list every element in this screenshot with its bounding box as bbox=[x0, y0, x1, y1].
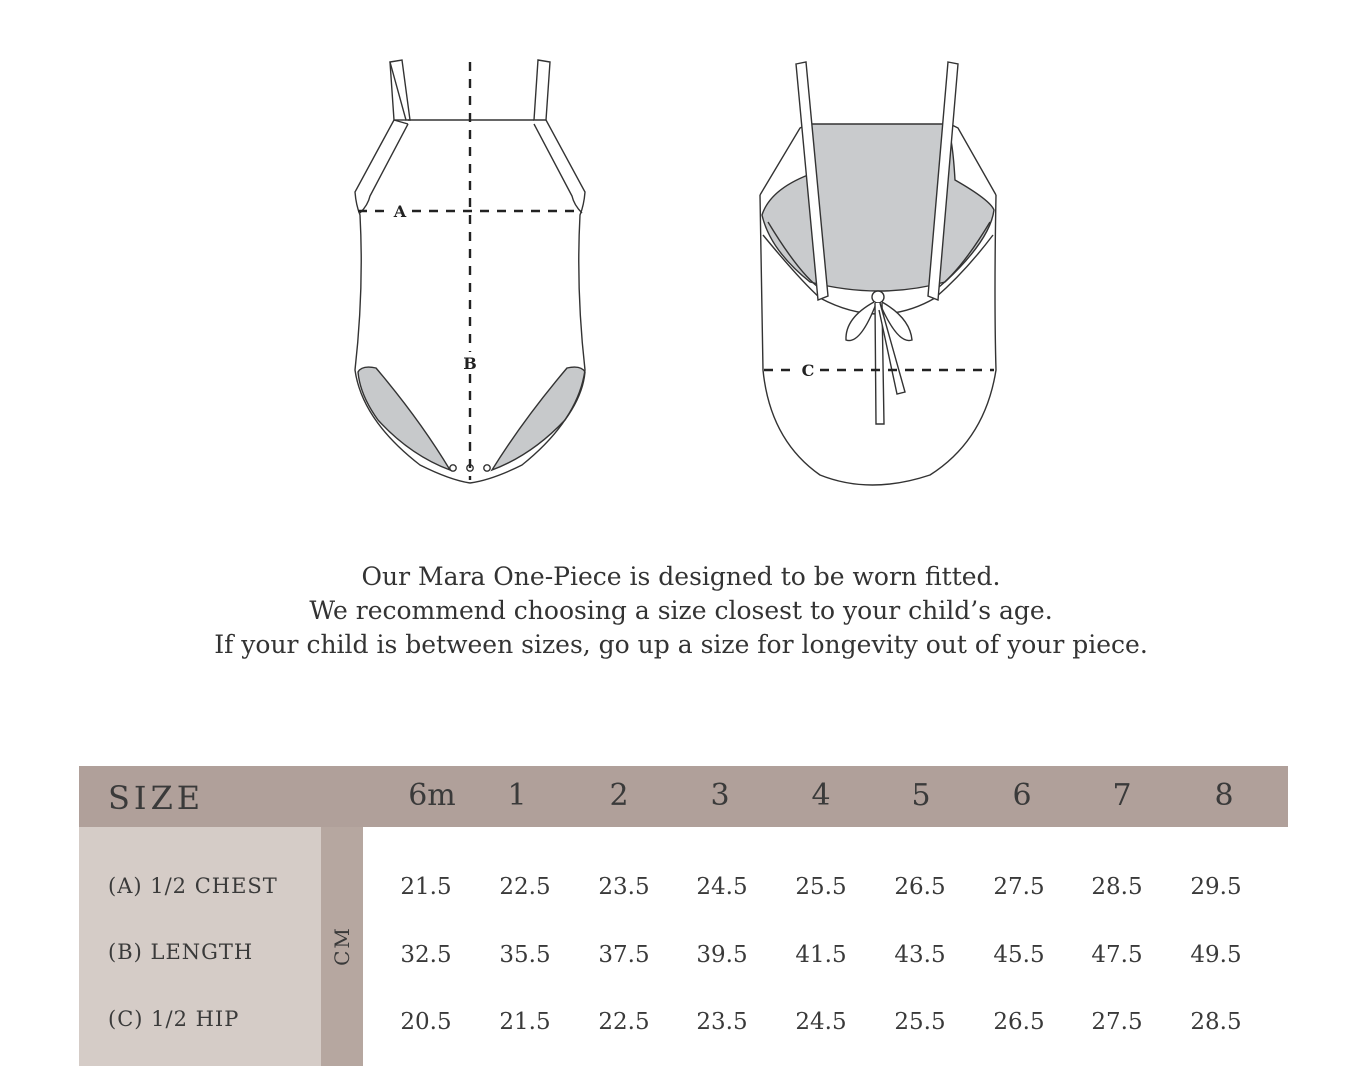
size-chart-table bbox=[79, 766, 1288, 1066]
row-label-length: (B) LENGTH bbox=[108, 940, 254, 964]
back-view-diagram bbox=[760, 62, 996, 485]
cell-length-6m: 32.5 bbox=[400, 942, 452, 968]
size-column-5: 5 bbox=[911, 778, 931, 813]
cell-chest-3: 24.5 bbox=[696, 874, 748, 900]
size-header-label: SIZE bbox=[108, 779, 205, 817]
cell-hip-3: 23.5 bbox=[696, 1009, 748, 1035]
cell-length-8: 49.5 bbox=[1190, 942, 1242, 968]
cell-chest-7: 28.5 bbox=[1091, 874, 1143, 900]
row-label-chest: (A) 1/2 CHEST bbox=[108, 874, 278, 898]
cell-chest-4: 25.5 bbox=[795, 874, 847, 900]
cell-length-7: 47.5 bbox=[1091, 942, 1143, 968]
cell-hip-1: 21.5 bbox=[499, 1009, 551, 1035]
cell-hip-7: 27.5 bbox=[1091, 1009, 1143, 1035]
cell-hip-6m: 20.5 bbox=[400, 1009, 452, 1035]
garment-illustrations bbox=[0, 0, 1362, 520]
cell-chest-2: 23.5 bbox=[598, 874, 650, 900]
cell-length-3: 39.5 bbox=[696, 942, 748, 968]
row-label-hip: (C) 1/2 HIP bbox=[108, 1007, 240, 1031]
cell-length-6: 45.5 bbox=[993, 942, 1045, 968]
size-column-2: 2 bbox=[609, 778, 629, 813]
size-column-6: 6 bbox=[1012, 778, 1032, 813]
size-header-row bbox=[79, 766, 1288, 827]
intro-line-2: We recommend choosing a size closest to your child’s age. bbox=[309, 596, 1053, 625]
size-column-8: 8 bbox=[1214, 778, 1234, 813]
back-label-c: C bbox=[801, 361, 815, 380]
cell-chest-6: 27.5 bbox=[993, 874, 1045, 900]
cell-hip-6: 26.5 bbox=[993, 1009, 1045, 1035]
cell-chest-6m: 21.5 bbox=[400, 874, 452, 900]
unit-label-cm: CM bbox=[330, 926, 354, 966]
cell-length-1: 35.5 bbox=[499, 942, 551, 968]
intro-line-1: Our Mara One-Piece is designed to be worn fitted. bbox=[361, 562, 1001, 591]
size-column-4: 4 bbox=[811, 778, 831, 813]
cell-hip-4: 24.5 bbox=[795, 1009, 847, 1035]
intro-line-3: If your child is between sizes, go up a size for longevity out of your piece. bbox=[214, 630, 1148, 659]
cell-length-5: 43.5 bbox=[894, 942, 946, 968]
measurement-label-panel bbox=[79, 827, 321, 1066]
cell-hip-5: 25.5 bbox=[894, 1009, 946, 1035]
fit-description bbox=[0, 560, 1362, 662]
front-label-b: B bbox=[463, 354, 477, 373]
cell-chest-1: 22.5 bbox=[499, 874, 551, 900]
size-column-3: 3 bbox=[710, 778, 730, 813]
size-column-7: 7 bbox=[1112, 778, 1132, 813]
cell-chest-5: 26.5 bbox=[894, 874, 946, 900]
cell-hip-2: 22.5 bbox=[598, 1009, 650, 1035]
front-label-a: A bbox=[393, 202, 407, 221]
size-column-6m: 6m bbox=[408, 778, 456, 813]
cell-hip-8: 28.5 bbox=[1190, 1009, 1242, 1035]
cell-chest-8: 29.5 bbox=[1190, 874, 1242, 900]
cell-length-2: 37.5 bbox=[598, 942, 650, 968]
cell-length-4: 41.5 bbox=[795, 942, 847, 968]
size-column-1: 1 bbox=[507, 778, 527, 813]
unit-panel bbox=[321, 827, 363, 1066]
